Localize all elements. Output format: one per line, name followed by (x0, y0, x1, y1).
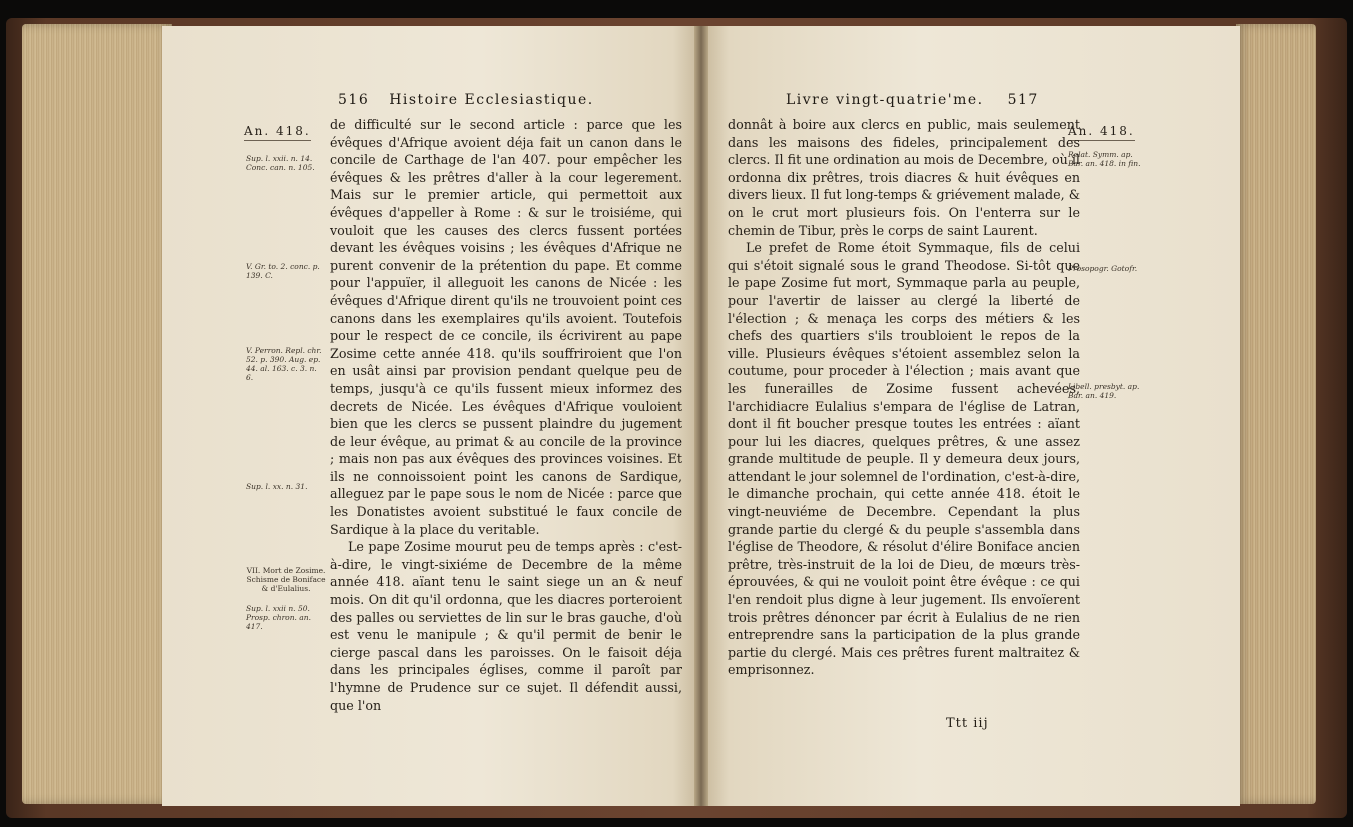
paragraph: Le pape Zosime mourut peu de temps après : c'est-à-dire, le vingt-sixiéme de Decembre de la même année 418. aïant tenu le saint siege un an & neuf mois. On dit qu'il ordonna, que les diacres porteroient des palles ou serviettes de lin sur le bras gauche, d'où est venu le manipule ; & qu'il permit de benir le cierge pascal dans les paroisses. On le faisoit déja dans les principales églises, comme il paroît par l'hymne de Prudence sur ce sujet. Il défendit aussi, que l'on (330, 539, 682, 713)
paragraph: Le prefet de Rome étoit Symmaque, fils de celui qui s'étoit signalé sous le grand Theodose. Si-tôt que le pape Zosime fut mort, Symmaque parla au peuple, pour l'avertir de laisser au clergé la liberté de l'élection ; & menaça les corps des métiers & les chefs des quartiers s'ils troubloient le repos de la ville. Plusieurs évêques s'étoient assemblez selon la coutume, pour proceder à l'élection ; mais avant que les funerailles de Zosime fussent achevées, l'archidiacre Eulalius s'empara de l'église de Latran, dont il fit boucher presque toutes les entrées : aïant pour lui les diacres, quelques prêtres, & une assez grande multitude de peuple. Il y demeura deux jours, attendant le jour solemnel de l'ordination, c'est-à-dire, le dimanche prochain, qui cette année 418. étoit le vingt-neuviéme de Decembre. Cependant la plus grande partie du clergé & du peuple s'assembla dans l'église de Theodore, & résolut d'élire Boniface ancien prêtre, très-instruit de la loi de Dieu, de mœurs très-éprouvées, & qui ne vouloit point être évêque : ce qui l'en rendoit plus digne à leur jugement. Ils envoïerent trois prêtres dénoncer par écrit à Eulalius de ne rien entreprendre sans la participation de la plus grande partie du clergé. Mais ces prêtres furent maltraitez & emprisonnez. (728, 240, 1080, 678)
signature-mark: Ttt iij (946, 716, 989, 731)
left-head-title: Histoire Ecclesiastique. (389, 92, 594, 108)
paragraph: donnât à boire aux clercs en public, mais seulement dans les maisons des fideles, principalement des clercs. Il fit une ordination au mois de Decembre, où il ordonna dix prêtres, trois diacres & huit évêques en divers lieux. Il fut long-temps & griévement malade, & on le crut mort plusieurs fois. On l'enterra sur le chemin de Tibur, près le corps de saint Laurent. (728, 117, 1080, 238)
page-edges-right (1236, 24, 1316, 804)
margin-note: Sup. l. xxii. n. 14. Conc. can. n. 105. (246, 154, 315, 172)
left-page-number: 516 (338, 92, 370, 108)
left-page (162, 26, 694, 806)
right-year: An. 418. (1068, 124, 1135, 141)
margin-note: V. Gr. to. 2. conc. p. 139. C. (246, 262, 320, 280)
right-page-number: 517 (1007, 92, 1039, 108)
left-body (330, 116, 682, 714)
margin-note: Sup. l. xx. n. 31. (246, 482, 308, 491)
book-gutter (694, 26, 708, 806)
margin-note: V. Perron. Repl. chr. 52. p. 390. Aug. ep. 44. al. 163. c. 3. n. 6. (246, 346, 322, 382)
left-year: An. 418. (244, 124, 311, 141)
right-running-head (786, 92, 1039, 108)
right-page (708, 26, 1240, 806)
paragraph: de difficulté sur le second article : parce que les évêques d'Afrique avoient déja fait un canon dans le concile de Carthage de l'an 407. pour empêcher les évêques & les prêtres d'aller à la cour legerement. Mais sur le premier article, qui permettoit aux évêques d'appeller à Rome : & sur le troisiéme, qui vouloit que les causes des clercs fussent portées devant les évêques voisins ; les évêques d'Afrique ne purent convenir de la prétention du pape. Et comme pour l'appuïer, il alleguoit les canons de Nicée : les évêques d'Afrique dirent qu'ils ne trouvoient point ces canons dans les exemplaires qu'ils avoient. Toutefois pour le respect de ce concile, ils écrivirent au pape Zosime cette année 418. qu'ils souffriroient que l'on en usât ainsi par provision pendant quelque peu de temps, jusqu'à ce qu'ils fussent mieux informez des decrets de Nicée. Les évêques d'Afrique vouloient bien que les clercs se pussent plaindre du jugement de leur évêque, au primat & au concile de la province ; mais non pas aux évêques des provinces voisines. Et ils ne connoissoient point les canons de Sardique, alleguez par le pape sous le nom de Nicée : parce que les Donatistes avoient substitué le faux concile de Sardique à la place du veritable. (330, 117, 682, 537)
margin-note: Libell. presbyt. ap. Bar. an. 419. (1068, 382, 1140, 400)
margin-note: Relat. Symm. ap. Bar. an. 418. in fin. (1068, 150, 1141, 168)
side-heading: VII. Mort de Zosime. Schisme de Boniface & d'Eulalius. (246, 566, 326, 593)
page-edges-left (22, 24, 172, 804)
right-body (728, 116, 1080, 679)
right-head-title: Livre vingt-quatrie'me. (786, 92, 984, 108)
margin-note: Prosopogr. Gotofr. (1068, 264, 1138, 273)
margin-note: Sup. l. xxii n. 50. Prosp. chron. an. 417. (246, 604, 311, 631)
left-running-head (338, 92, 594, 108)
